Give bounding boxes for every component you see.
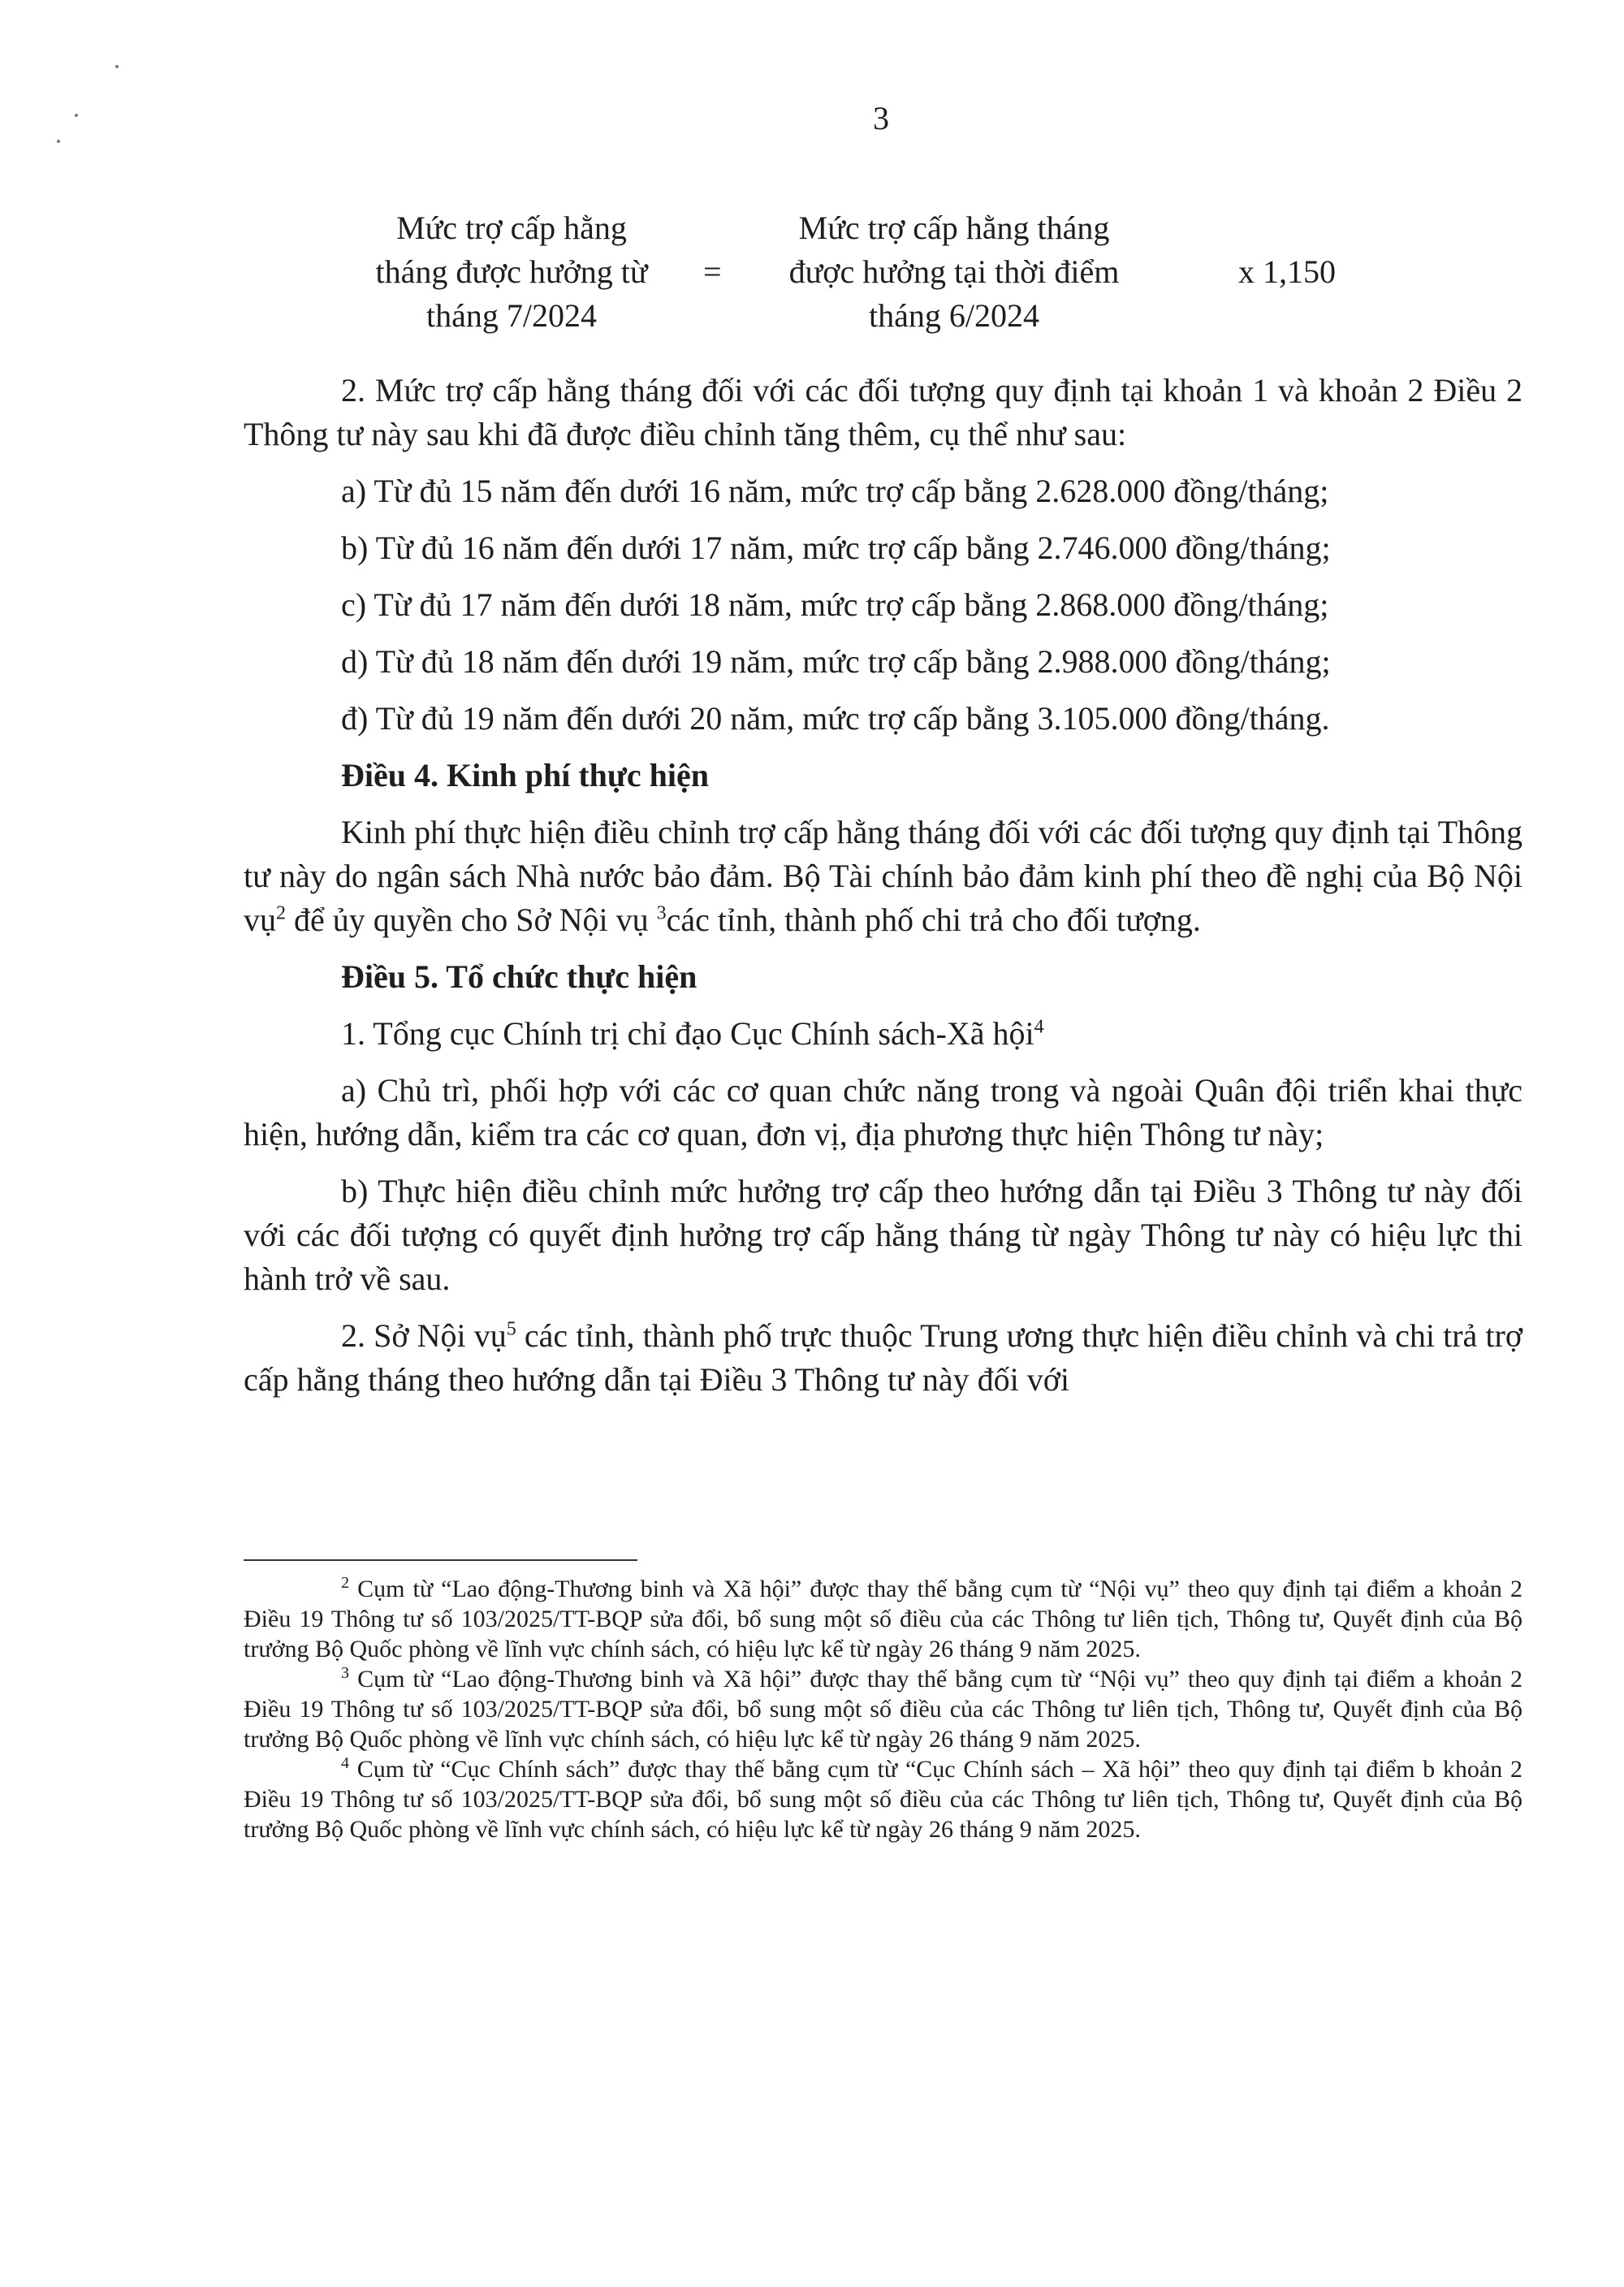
footnote — [244, 1754, 1522, 1844]
footnote-text: Cụm từ “Cục Chính sách” được thay thế bằng cụm từ “Cục Chính sách – Xã hội” theo quy định tại điểm b khoản 2 Điều 19 Thông tư số 103/2025/TT-BQP sửa đổi, bổ sung một số điều của các Thông tư liên tịch, Thông tư, Quyết định của Bộ trưởng Bộ Quốc phòng về lĩnh vực chính sách, có hiệu lực kể từ ngày 26 tháng 9 năm 2025. — [244, 1756, 1522, 1843]
article-4-heading: Điều 4. Kinh phí thực hiện — [341, 757, 710, 793]
list-item: a) Từ đủ 15 năm đến dưới 16 năm, mức trợ cấp bằng 2.628.000 đồng/tháng; — [341, 473, 1329, 509]
footnote-text: Cụm từ “Lao động-Thương binh và Xã hội” được thay thế bằng cụm từ “Nội vụ” theo quy định tại điểm a khoản 2 Điều 19 Thông tư số 103/2025/TT-BQP sửa đổi, bổ sung một số điều của các Thông tư liên tịch, Thông tư, Quyết định của Bộ trưởng Bộ Quốc phòng về lĩnh vực chính sách, có hiệu lực kể từ ngày 26 tháng 9 năm 2025. — [244, 1576, 1522, 1662]
footnote-number: 3 — [341, 1664, 349, 1682]
footnote-number: 2 — [341, 1574, 349, 1592]
list-item: đ) Từ đủ 19 năm đến dưới 20 năm, mức trợ cấp bằng 3.105.000 đồng/tháng. — [341, 700, 1330, 737]
list-item: b) Từ đủ 16 năm đến dưới 17 năm, mức trợ cấp bằng 2.746.000 đồng/tháng; — [341, 530, 1331, 566]
formula-right-line: tháng 6/2024 — [869, 297, 1039, 334]
formula-left-line: tháng được hưởng từ — [375, 253, 648, 290]
formula-right-side — [731, 206, 1177, 338]
formula-left-line: Mức trợ cấp hằng — [396, 210, 627, 246]
article-5-item-1b: b) Thực hiện điều chỉnh mức hưởng trợ cấp theo hướng dẫn tại Điều 3 Thông tư này đối với các đối tượng có quyết định hưởng trợ cấp hằng tháng từ ngày Thông tư này có hiệu lực thi hành trở về sau. — [244, 1173, 1522, 1297]
article-4-text: các tỉnh, thành phố chi trả cho đối tượng. — [666, 901, 1201, 938]
article-5-item-1a: a) Chủ trì, phối hợp với các cơ quan chức năng trong và ngoài Quân đội triển khai thực hiện, hướng dẫn, kiểm tra các cơ quan, đơn vị, địa phương thực hiện Thông tư này; — [244, 1072, 1522, 1152]
formula-multiplier: x 1,150 — [1238, 253, 1336, 290]
footnote — [244, 1574, 1522, 1664]
footnote-ref: 5 — [506, 1318, 516, 1340]
list-item: c) Từ đủ 17 năm đến dưới 18 năm, mức trợ cấp bằng 2.868.000 đồng/tháng; — [341, 586, 1329, 623]
footnote-number: 4 — [341, 1754, 349, 1772]
formula-right-line: được hưởng tại thời điểm — [788, 253, 1120, 290]
article-4-text: để ủy quyền cho Sở Nội vụ — [286, 901, 657, 938]
article-5-heading: Điều 5. Tổ chức thực hiện — [341, 958, 698, 995]
article-5-item-1 — [244, 1012, 1522, 1056]
article-5-item-2-text: các tỉnh, thành phố trực thuộc Trung ương thực hiện điều chỉnh và chi trả trợ cấp hằng tháng theo hướng dẫn tại Điều 3 Thông tư này đối với — [244, 1317, 1522, 1398]
formula-left-side — [341, 206, 682, 338]
scan-speck — [57, 140, 60, 143]
page-number: 3 — [873, 100, 889, 136]
formula-left-line: tháng 7/2024 — [426, 297, 597, 334]
footnote-ref: 2 — [276, 902, 286, 924]
footnote-text: Cụm từ “Lao động-Thương binh và Xã hội” được thay thế bằng cụm từ “Nội vụ” theo quy định tại điểm a khoản 2 Điều 19 Thông tư số 103/2025/TT-BQP sửa đổi, bổ sung một số điều của các Thông tư liên tịch, Thông tư, Quyết định của Bộ trưởng Bộ Quốc phòng về lĩnh vực chính sách, có hiệu lực kể từ ngày 26 tháng 9 năm 2025. — [244, 1666, 1522, 1753]
article-4-text: Kinh phí thực hiện điều chỉnh trợ cấp hằng tháng đối với các đối tượng quy định tại Thông tư này do ngân sách Nhà nước bảo đảm. Bộ Tài chính bảo đảm kinh phí theo đề nghị của Bộ Nội vụ — [244, 814, 1522, 938]
footnote-ref: 3 — [656, 902, 667, 924]
footnote-separator — [244, 1559, 637, 1561]
footnotes — [244, 1574, 1522, 1844]
section-2-intro: 2. Mức trợ cấp hằng tháng đối với các đối tượng quy định tại khoản 1 và khoản 2 Điều 2 Thông tư này sau khi đã được điều chỉnh tăng thêm, cụ thể như sau: — [244, 372, 1522, 452]
article-4-paragraph — [244, 811, 1522, 942]
formula-right-line: Mức trợ cấp hằng tháng — [798, 210, 1110, 246]
adjustment-formula — [0, 206, 1624, 336]
article-5-item-2 — [244, 1314, 1522, 1402]
footnote-ref: 4 — [1034, 1016, 1044, 1038]
footnote — [244, 1664, 1522, 1754]
scan-speck — [115, 65, 119, 68]
article-5-item-2-text: 2. Sở Nội vụ — [341, 1317, 507, 1354]
formula-equals-sign: = — [703, 253, 722, 290]
article-5-item-1-text: 1. Tổng cục Chính trị chỉ đạo Cục Chính sách-Xã hội — [341, 1015, 1034, 1052]
document-body — [244, 369, 1522, 1402]
list-item: d) Từ đủ 18 năm đến dưới 19 năm, mức trợ cấp bằng 2.988.000 đồng/tháng; — [341, 643, 1331, 680]
